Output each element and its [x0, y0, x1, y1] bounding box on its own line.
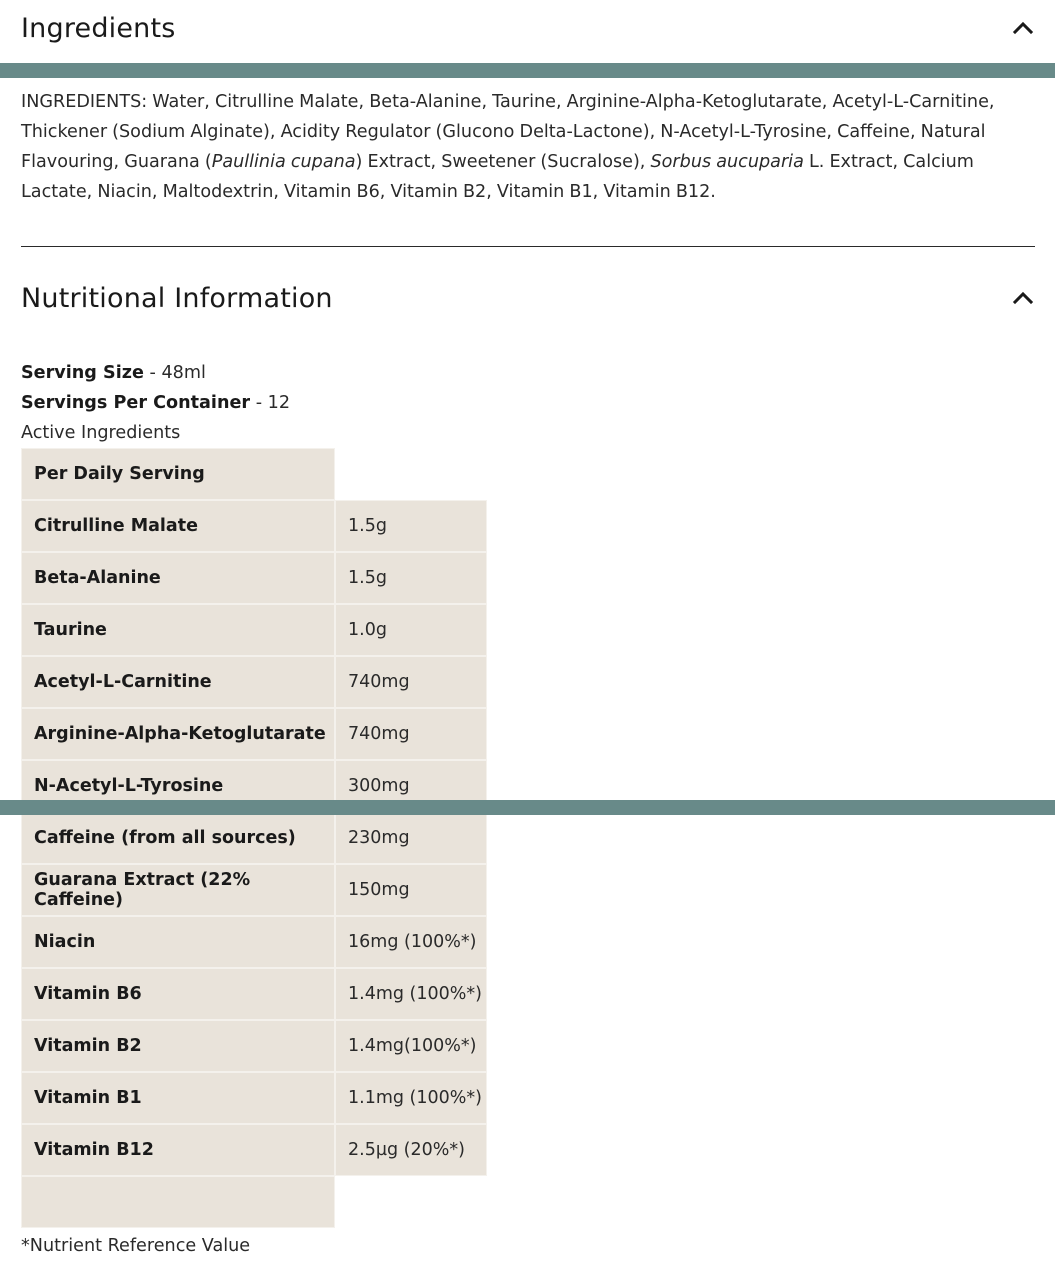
- ingredient-text: L. Extract, Calcium Lactate, Niacin, Maltodextrin, Vitamin B6, Vitamin B2, Vitamin B1, Vitamin B12.: [21, 152, 974, 202]
- nutrient-name: Guarana Extract (22% Caffeine): [21, 864, 335, 916]
- nutrient-amount: 1.1mg (100%*): [335, 1072, 487, 1124]
- nutrition-table: [21, 448, 487, 1228]
- chevron-up-icon[interactable]: [1012, 17, 1034, 39]
- nutrient-name: Arginine-Alpha-Ketoglutarate: [21, 708, 335, 760]
- chevron-up-icon[interactable]: [1012, 287, 1034, 309]
- servings-per-container: [21, 388, 290, 418]
- accent-band-top: [0, 63, 1055, 78]
- serving-size-label: Serving Size: [21, 363, 144, 383]
- nutrient-name: Vitamin B6: [21, 968, 335, 1020]
- nutrient-amount: 740mg: [335, 656, 487, 708]
- table-row: [21, 604, 487, 656]
- nutrient-amount: 740mg: [335, 708, 487, 760]
- table-row: [21, 656, 487, 708]
- nutrient-amount: 1.0g: [335, 604, 487, 656]
- table-row: [21, 500, 487, 552]
- table-row: [21, 708, 487, 760]
- ingredients-accordion-header[interactable]: [21, 8, 1034, 48]
- servings-value: - 12: [250, 393, 291, 413]
- nutrient-name: Vitamin B2: [21, 1020, 335, 1072]
- nutrient-name: Vitamin B12: [21, 1124, 335, 1176]
- table-row: [21, 1020, 487, 1072]
- accent-band-overlay: [0, 800, 1055, 815]
- servings-label: Servings Per Container: [21, 393, 251, 413]
- nutrient-name: Niacin: [21, 916, 335, 968]
- section-divider: [21, 246, 1035, 247]
- nutrient-amount: 230mg: [335, 812, 487, 864]
- nutrition-accordion-header[interactable]: [21, 278, 1034, 318]
- nutrient-name: Citrulline Malate: [21, 500, 335, 552]
- table-row: [21, 1124, 487, 1176]
- ingredient-text: ) Extract, Sweetener (Sucralose),: [355, 152, 651, 172]
- ingredients-list: [21, 87, 1037, 207]
- nutrient-amount: 300mg: [335, 760, 487, 812]
- serving-size-value: - 48ml: [143, 363, 206, 383]
- table-row: [21, 968, 487, 1020]
- nutrient-amount: 1.4mg (100%*): [335, 968, 487, 1020]
- nutrient-name: Taurine: [21, 604, 335, 656]
- table-row: [21, 552, 487, 604]
- active-ingredients-label: Active Ingredients: [21, 423, 181, 443]
- table-row: [21, 916, 487, 968]
- table-row: [21, 1072, 487, 1124]
- nutrient-name: Beta-Alanine: [21, 552, 335, 604]
- nutrient-amount: 2.5µg (20%*): [335, 1124, 487, 1176]
- nutrient-amount: 1.5g: [335, 500, 487, 552]
- table-row: [21, 864, 487, 916]
- nutrition-title: Nutritional Information: [21, 282, 333, 314]
- ingredient-latin-name: Sorbus aucuparia: [650, 152, 804, 172]
- nutrient-amount: 16mg (100%*): [335, 916, 487, 968]
- table-header-cell: Per Daily Serving: [21, 448, 335, 500]
- serving-size: [21, 358, 206, 388]
- footnote: *Nutrient Reference Value: [21, 1236, 251, 1256]
- nutrient-name: Caffeine (from all sources): [21, 812, 335, 864]
- table-row: [21, 812, 487, 864]
- ingredients-title: Ingredients: [21, 12, 176, 44]
- nutrient-name: N-Acetyl-L-Tyrosine: [21, 760, 335, 812]
- ingredient-text: INGREDIENTS: Water, Citrulline Malate, Beta-Alanine, Taurine, Arginine-Alpha-Ketoglutarate, Acetyl-L-Carnitine, Thickener (Sodium Alginate), Acidity Regulator (Glucono Delta-Lactone), N-Acetyl-L-Tyrosine, Caffeine, Natural Flavouring, Guarana (: [21, 92, 995, 172]
- ingredient-latin-name: Paullinia cupana: [211, 152, 356, 172]
- nutrient-amount: 1.5g: [335, 552, 487, 604]
- table-empty-row: [21, 1176, 487, 1228]
- table-header-row: [21, 448, 487, 500]
- nutrient-name: Acetyl-L-Carnitine: [21, 656, 335, 708]
- nutrient-name: Vitamin B1: [21, 1072, 335, 1124]
- nutrient-amount: 150mg: [335, 864, 487, 916]
- empty-cell: [21, 1176, 335, 1228]
- nutrient-amount: 1.4mg(100%*): [335, 1020, 487, 1072]
